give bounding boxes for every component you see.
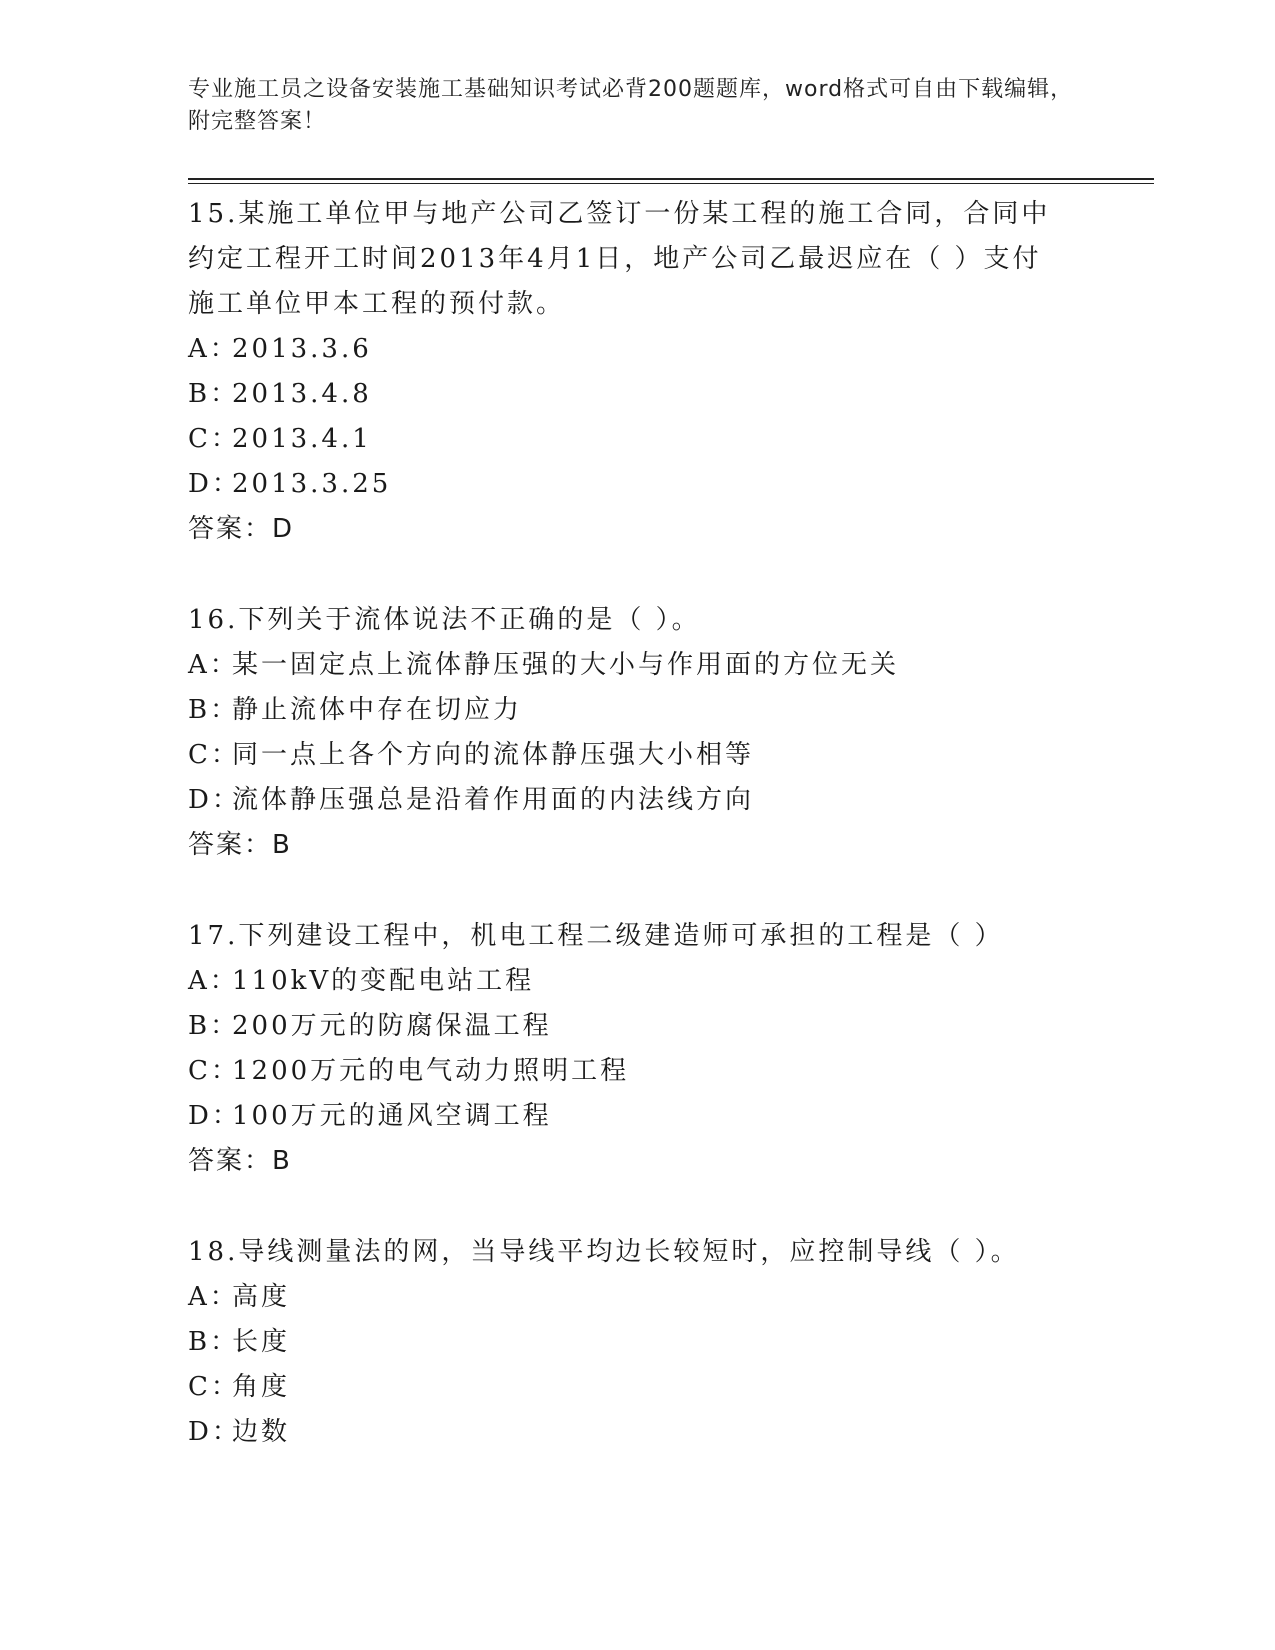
answer-label: 答案：B (188, 1146, 292, 1176)
option-b (188, 688, 1088, 733)
question-stem: 16.下列关于流体说法不正确的是（ ）。 (188, 605, 701, 635)
option-a (188, 1275, 1088, 1320)
question-15 (188, 192, 1088, 552)
answer-label: 答案：D (188, 514, 295, 544)
option-b (188, 1004, 1088, 1049)
question-stem: 15.某施工单位甲与地产公司乙签订一份某工程的施工合同，合同中约定工程开工时间2013年4月1日，地产公司乙最迟应在（ ）支付施工单位甲本工程的预付款。 (188, 199, 1051, 319)
question-stem: 18.导线测量法的网，当导线平均边长较短时，应控制导线（ ）。 (188, 1237, 1020, 1267)
option-text: 2013.3.6 (232, 334, 372, 364)
option-letter: B： (188, 1011, 240, 1041)
option-letter: B： (188, 379, 240, 409)
option-b (188, 1320, 1088, 1365)
option-letter: A： (188, 1282, 239, 1312)
option-letter: D： (188, 1101, 241, 1131)
option-text: 2013.4.1 (232, 424, 372, 454)
option-text: 边数 (232, 1417, 291, 1447)
question-18 (188, 1230, 1088, 1455)
option-text: 2013.3.25 (232, 469, 392, 499)
question-list (188, 192, 1088, 1455)
header-divider-thin (188, 183, 1154, 184)
option-letter: B： (188, 1327, 240, 1357)
option-text: 流体静压强总是沿着作用面的内法线方向 (232, 785, 755, 815)
option-letter: C： (188, 424, 240, 454)
option-letter: A： (188, 966, 239, 996)
option-c (188, 1365, 1088, 1410)
option-c (188, 417, 1088, 462)
question-stem: 17.下列建设工程中，机电工程二级建造师可承担的工程是（ ） (188, 921, 1004, 951)
option-a (188, 959, 1088, 1004)
option-text: 1200万元的电气动力照明工程 (232, 1056, 630, 1086)
option-text: 同一点上各个方向的流体静压强大小相等 (232, 740, 755, 770)
option-d (188, 462, 1088, 507)
option-letter: C： (188, 740, 240, 770)
option-a (188, 643, 1088, 688)
option-c (188, 1049, 1088, 1094)
option-text: 200万元的防腐保温工程 (232, 1011, 552, 1041)
question-17 (188, 914, 1088, 1184)
option-text: 角度 (232, 1372, 291, 1402)
option-text: 某一固定点上流体静压强的大小与作用面的方位无关 (232, 650, 900, 680)
option-letter: D： (188, 1417, 241, 1447)
option-c (188, 733, 1088, 778)
option-d (188, 1410, 1088, 1455)
option-b (188, 372, 1088, 417)
option-letter: D： (188, 785, 241, 815)
option-a (188, 327, 1088, 372)
option-text: 长度 (232, 1327, 291, 1357)
option-text: 高度 (232, 1282, 291, 1312)
option-letter: C： (188, 1372, 240, 1402)
option-letter: D： (188, 469, 241, 499)
option-letter: B： (188, 695, 240, 725)
option-d (188, 778, 1088, 823)
option-text: 2013.4.8 (232, 379, 372, 409)
document-header: 专业施工员之设备安装施工基础知识考试必背200题题库，word格式可自由下载编辑，附完整答案！ (188, 77, 1074, 134)
header-divider-thick (188, 178, 1154, 180)
option-text: 110kV的变配电站工程 (232, 966, 535, 996)
option-d (188, 1094, 1088, 1139)
option-text: 静止流体中存在切应力 (232, 695, 523, 725)
option-text: 100万元的通风空调工程 (232, 1101, 552, 1131)
question-16 (188, 598, 1088, 868)
option-letter: A： (188, 334, 239, 364)
option-letter: A： (188, 650, 239, 680)
answer-label: 答案：B (188, 830, 292, 860)
option-letter: C： (188, 1056, 240, 1086)
